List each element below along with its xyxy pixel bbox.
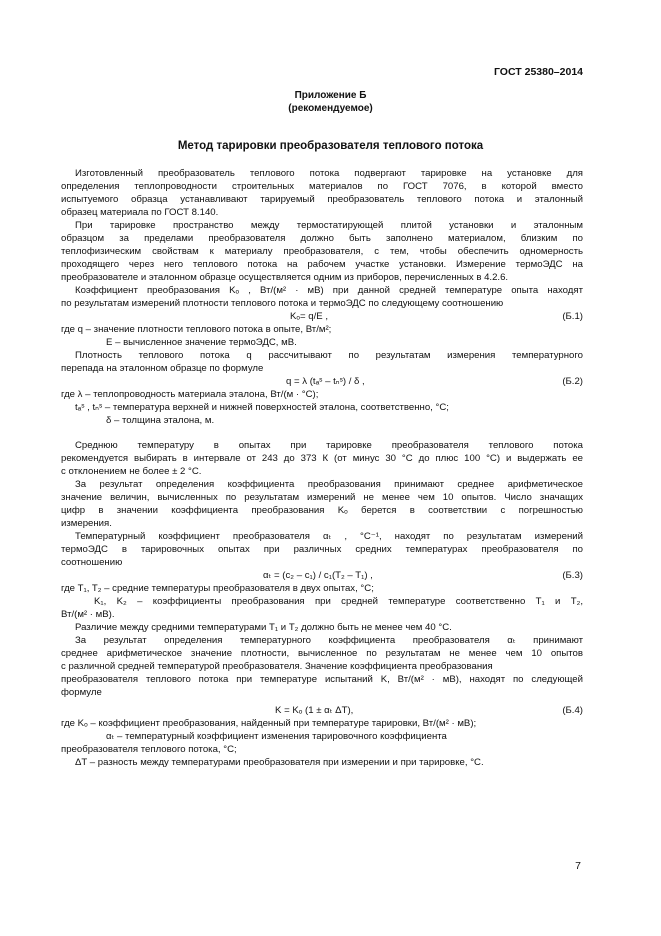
paragraph-6-line: измерения.	[61, 518, 112, 529]
formula-b3-number: (Б.3)	[562, 570, 583, 581]
paragraph-6-line: значение величин, вычисленных по результатам измерений не менее чем 10 опытов. Число значащих	[61, 492, 583, 503]
paragraph-7-line: термоЭДС в тарировочных опытах при различных средних температурах преобразователя по	[61, 544, 583, 555]
paragraph-5-line: с отклонением не более ± 2 °С.	[61, 466, 202, 477]
where-line: где T₁, T₂ – средние температуры преобразователя в двух опытах, °С;	[61, 583, 374, 594]
paragraph-1-line: испытуемого образца устанавливают тарируемый преобразователь теплового потока и эталонный	[61, 194, 583, 205]
paragraph-9-line: с различной средней температурой преобразователя. Значение коэффициента преобразования	[61, 661, 493, 672]
paragraph-6-line: цифр в значении коэффициента преобразования Kₒ берется в соответствии с погрешностью	[61, 505, 583, 516]
where-line: δ – толщина эталона, м.	[106, 415, 215, 426]
where-line: где λ – теплопроводность материала эталона, Вт/(м · °С);	[61, 389, 319, 400]
page-number: 7	[575, 860, 581, 872]
standard-code: ГОСТ 25380–2014	[493, 66, 583, 78]
formula-b2: q = λ (tₐˢ – tₙˢ) / δ ,	[286, 376, 365, 387]
where-line: tₐˢ , tₙˢ – температура верхней и нижней поверхностей эталона, соответственно, °С;	[75, 402, 449, 413]
where-line: αₜ – температурный коэффициент изменения тарировочного коэффициента	[106, 731, 447, 742]
formula-b2-number: (Б.2)	[562, 376, 583, 387]
formula-b3: αₜ = (c₂ – c₁) / c₁(T₂ – T₁) ,	[263, 570, 373, 581]
where-line: преобразователя теплового потока, °С;	[61, 744, 237, 755]
where-line: Вт/(м² · мВ).	[61, 609, 115, 620]
paragraph-3-line: по результатам измерений плотности теплового потока и термоЭДС по следующему соотношению	[61, 298, 504, 309]
paragraph-2-line: При тарировке пространство между термостатирующей плитой установки и эталонным	[75, 220, 583, 231]
paragraph-6-line: За результат определения коэффициента преобразования принимают среднее арифметическое	[75, 479, 583, 490]
paragraph-5-line: Среднюю температуру в опытах при тарировке преобразователя теплового потока	[75, 440, 583, 451]
formula-b1: Kₒ= q/E ,	[290, 311, 329, 322]
paragraph-2-line: теплофизическим свойствам к материалу преобразователя, с тем, чтобы обеспечить одномерность	[61, 246, 583, 257]
paragraph-5-line: рекомендуется выбирать в интервале от 243 до 373 К (от минус 30 °С до плюс 100 °С) и выдержать ее	[61, 453, 583, 464]
paragraph-2-line: преобразователе и эталонном образце осуществляется одним из приборов, перечисленных в 4.2.6.	[61, 272, 509, 283]
paragraph-8-line: Различие между средними температурами T₁ и T₂ должно быть не менее чем 40 °С.	[75, 622, 452, 633]
paragraph-3-line: Коэффициент преобразования Kₒ , Вт/(м² · мВ) при данной средней температуре опыта находят	[75, 285, 583, 296]
paragraph-4-line: перепада на эталонном образце по формуле	[61, 363, 264, 374]
annex-subtitle: (рекомендуемое)	[288, 103, 373, 114]
paragraph-7-line: соотношению	[61, 557, 123, 568]
paragraph-2-line: проходящего через него теплового потока на рабочем участке установки. Измерение термоЭДС на	[61, 259, 583, 270]
paragraph-9-line: За результат определения температурного коэффициента преобразователя αₜ принимают	[75, 635, 583, 646]
formula-b4: K = Kₒ (1 ± αₜ ΔT),	[275, 705, 354, 716]
paragraph-9-line: преобразователя теплового потока при температуре испытаний K, Вт/(м² · мВ), находят по следующей	[61, 674, 583, 685]
paragraph-9-line: среднее арифметическое значение плотности, вычисленное по результатам не менее чем 10 опытов	[61, 648, 583, 659]
paragraph-1-line: определения теплопроводности строительных материалов по ГОСТ 7076, в которой вместо	[61, 181, 583, 192]
formula-b1-number: (Б.1)	[562, 311, 583, 322]
paragraph-2-line: образцом за пределами преобразователя должно быть заполнено материалом, близким по	[61, 233, 583, 244]
where-line: K₁, K₂ – коэффициенты преобразования при средней температуре соответственно T₁ и T₂,	[94, 596, 583, 607]
section-title: Метод тарировки преобразователя теплового потока	[177, 140, 484, 152]
paragraph-7-line: Температурный коэффициент преобразователя αₜ , °С⁻¹, находят по результатам измерений	[75, 531, 583, 542]
paragraph-4-line: Плотность теплового потока q рассчитывают по результатам измерения температурного	[75, 350, 583, 361]
where-line: где Kₒ – коэффициент преобразования, найденный при температуре тарировки, Вт/(м² · мВ);	[61, 718, 477, 729]
where-line: E – вычисленное значение термоЭДС, мВ.	[106, 337, 297, 348]
where-line: ΔT – разность между температурами преобразователя при измерении и при тарировке, °С.	[75, 757, 484, 768]
paragraph-1-line: Изготовленный преобразователь теплового потока подвергают тарировке на установке для	[75, 168, 583, 179]
paragraph-1-line: образец материала по ГОСТ 8.140.	[61, 207, 219, 218]
formula-b4-number: (Б.4)	[562, 705, 583, 716]
annex-title: Приложение Б	[294, 90, 367, 101]
where-line: где q – значение плотности теплового потока в опыте, Вт/м²;	[61, 324, 332, 335]
paragraph-9-line: формуле	[61, 687, 102, 698]
